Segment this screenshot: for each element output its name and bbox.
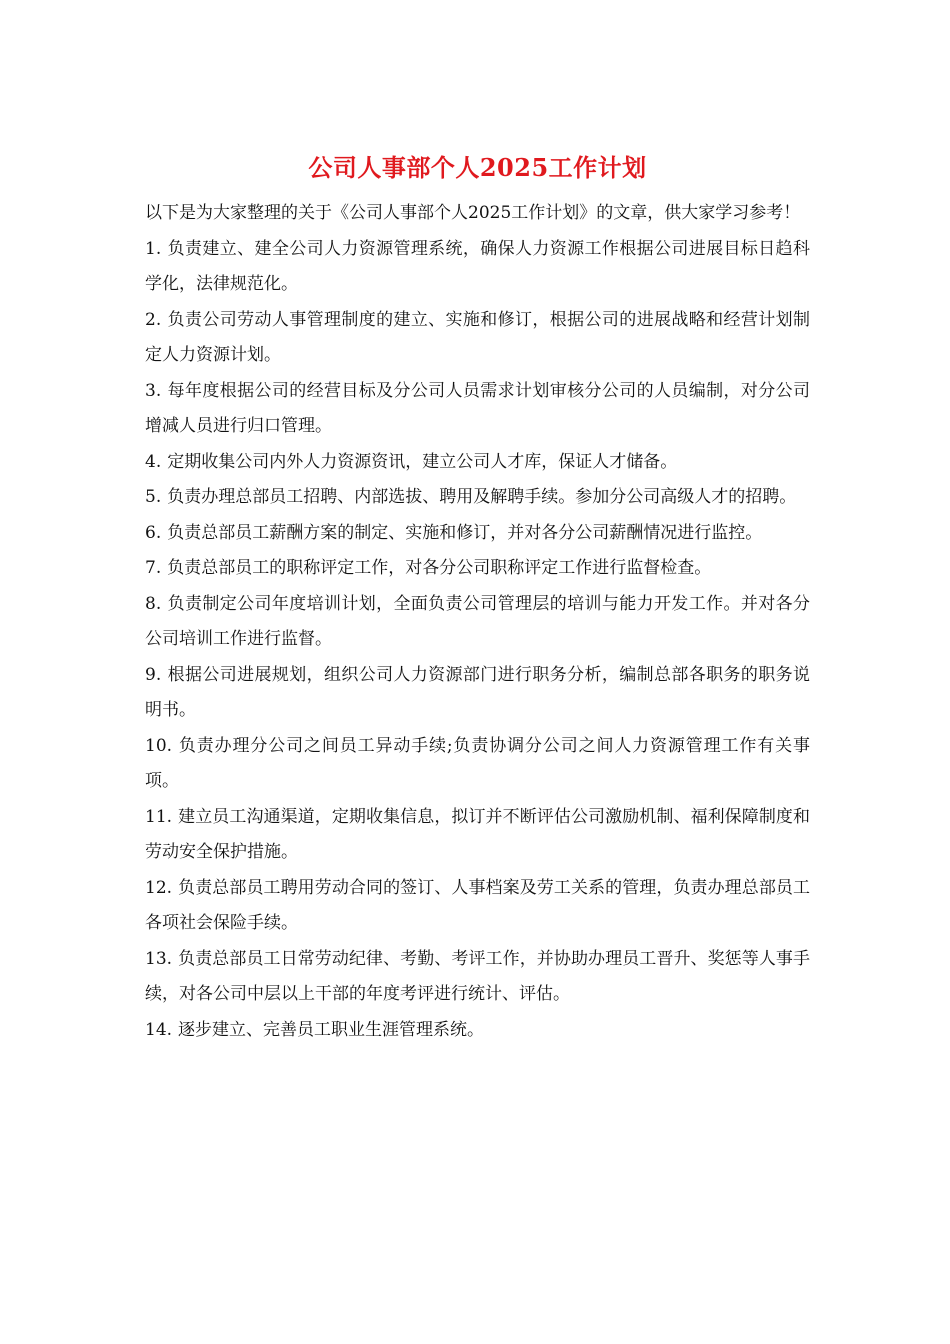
list-item	[145, 729, 810, 800]
item-text: 负责总部员工薪酬方案的制定、实施和修订，并对各分公司薪酬情况进行监控。	[167, 522, 763, 543]
list-item	[145, 1013, 810, 1049]
item-text: 负责办理分公司之间员工异动手续;负责协调分公司之间人力资源管理工作有关事项。	[145, 735, 810, 791]
list-item	[145, 480, 810, 516]
item-text: 定期收集公司内外人力资源资讯，建立公司人才库，保证人才储备。	[167, 451, 678, 472]
item-text: 负责总部员工的职称评定工作，对各分公司职称评定工作进行监督检查。	[167, 558, 712, 578]
document-page	[145, 150, 810, 1048]
list-item	[145, 587, 810, 658]
intro-paragraph: 以下是为大家整理的关于《公司人事部个人2025工作计划》的文章，供大家学习参考！	[145, 203, 801, 223]
list-item	[145, 942, 810, 1013]
item-number: 3.	[145, 380, 162, 401]
item-number: 8.	[145, 593, 162, 614]
item-text: 负责总部员工聘用劳动合同的签订、人事档案及劳工关系的管理，负责办理总部员工各项社会保险手续。	[145, 877, 810, 933]
item-number: 12.	[145, 877, 173, 898]
item-number: 13.	[145, 948, 173, 969]
item-number: 1.	[145, 238, 162, 259]
item-number: 7.	[145, 558, 162, 578]
item-text: 逐步建立、完善员工职业生涯管理系统。	[178, 1019, 485, 1040]
item-text: 负责办理总部员工招聘、内部选拔、聘用及解聘手续。参加分公司高级人才的招聘。	[167, 487, 797, 507]
document-title: 公司人事部个人2025工作计划	[308, 153, 647, 182]
item-text: 负责制定公司年度培训计划，全面负责公司管理层的培训与能力开发工作。并对各分公司培训工作进行监督。	[145, 593, 810, 649]
list-item	[145, 800, 810, 871]
item-text: 负责总部员工日常劳动纪律、考勤、考评工作，并协助办理员工晋升、奖惩等人事手续，对各公司中层以上干部的年度考评进行统计、评估。	[145, 948, 810, 1004]
item-number: 4.	[145, 451, 162, 472]
list-item	[145, 658, 810, 729]
item-number: 10.	[145, 735, 173, 756]
item-text: 根据公司进展规划，组织公司人力资源部门进行职务分析，编制总部各职务的职务说明书。	[145, 664, 810, 720]
item-text: 负责公司劳动人事管理制度的建立、实施和修订，根据公司的进展战略和经营计划制定人力资源计划。	[145, 309, 810, 365]
item-number: 6.	[145, 522, 162, 543]
duty-list	[145, 232, 810, 1049]
item-text: 负责建立、建全公司人力资源管理系统，确保人力资源工作根据公司进展目标日趋科学化，法律规范化。	[145, 238, 810, 294]
list-item	[145, 232, 810, 303]
list-item	[145, 374, 810, 445]
item-number: 2.	[145, 309, 162, 330]
item-number: 14.	[145, 1019, 173, 1040]
item-number: 9.	[145, 664, 162, 685]
item-number: 5.	[145, 487, 162, 507]
list-item	[145, 303, 810, 374]
list-item	[145, 871, 810, 942]
item-text: 每年度根据公司的经营目标及分公司人员需求计划审核分公司的人员编制，对分公司增减人员进行归口管理。	[145, 380, 810, 436]
list-item	[145, 445, 810, 481]
list-item	[145, 551, 810, 587]
list-item	[145, 516, 810, 552]
item-number: 11.	[145, 806, 173, 827]
item-text: 建立员工沟通渠道，定期收集信息，拟订并不断评估公司激励机制、福利保障制度和劳动安全保护措施。	[145, 806, 810, 862]
